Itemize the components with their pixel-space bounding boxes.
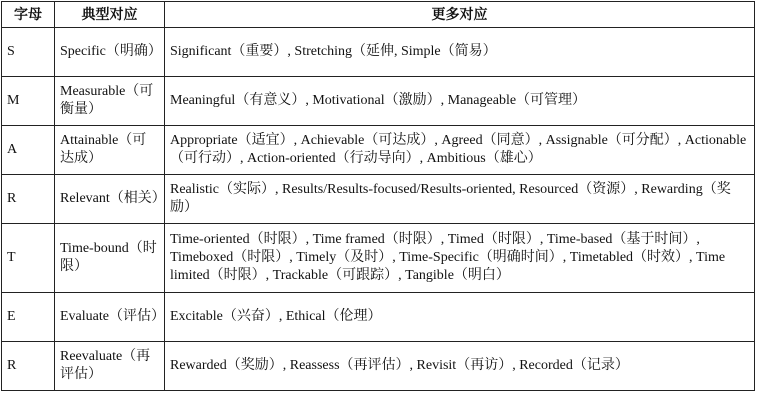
table-row [2, 293, 755, 342]
letter-cell: E [2, 293, 55, 342]
table-row [2, 342, 755, 391]
table-row [2, 224, 755, 293]
letter-cell: M [2, 77, 55, 126]
letter-cell: R [2, 342, 55, 391]
typical-cell: Measurable（可衡量） [55, 77, 165, 126]
typical-cell: Evaluate（评估） [55, 293, 165, 342]
more-cell: Excitable（兴奋）, Ethical（伦理） [165, 293, 755, 342]
table-row [2, 77, 755, 126]
header-typical: 典型对应 [55, 2, 165, 28]
header-row [2, 2, 755, 28]
more-cell: Rewarded（奖励）, Reassess（再评估）, Revisit（再访）, Recorded（记录） [165, 342, 755, 391]
typical-cell: Attainable（可达成） [55, 126, 165, 175]
letter-cell: A [2, 126, 55, 175]
more-cell: Time-oriented（时限）, Time framed（时限）, Timed（时限）, Time-based（基于时间）, Timeboxed（时限）, Timely（及时）, Time-Specific（明确时间）, Timetabled（时效）, Time limited（时限）, Trackable（可跟踪）, Tangible（明白） [165, 224, 755, 293]
typical-cell: Relevant（相关） [55, 175, 165, 224]
letter-cell: T [2, 224, 55, 293]
typical-cell: Time-bound（时限） [55, 224, 165, 293]
more-cell: Significant（重要）, Stretching（延伸, Simple（简易） [165, 28, 755, 77]
table-row [2, 175, 755, 224]
header-more: 更多对应 [165, 2, 755, 28]
table-row [2, 126, 755, 175]
typical-cell: Reevaluate（再评估） [55, 342, 165, 391]
header-letter: 字母 [2, 2, 55, 28]
more-cell: Realistic（实际）, Results/Results-focused/Results-oriented, Resourced（资源）, Rewarding（奖励） [165, 175, 755, 224]
more-cell: Appropriate（适宜）, Achievable（可达成）, Agreed（同意）, Assignable（可分配）, Actionable（可行动）, Action-oriented（行动导向）, Ambitious（雄心） [165, 126, 755, 175]
typical-cell: Specific（明确） [55, 28, 165, 77]
letter-cell: R [2, 175, 55, 224]
table-row [2, 28, 755, 77]
more-cell: Meaningful（有意义）, Motivational（激励）, Manageable（可管理） [165, 77, 755, 126]
smart-table [1, 1, 755, 391]
letter-cell: S [2, 28, 55, 77]
